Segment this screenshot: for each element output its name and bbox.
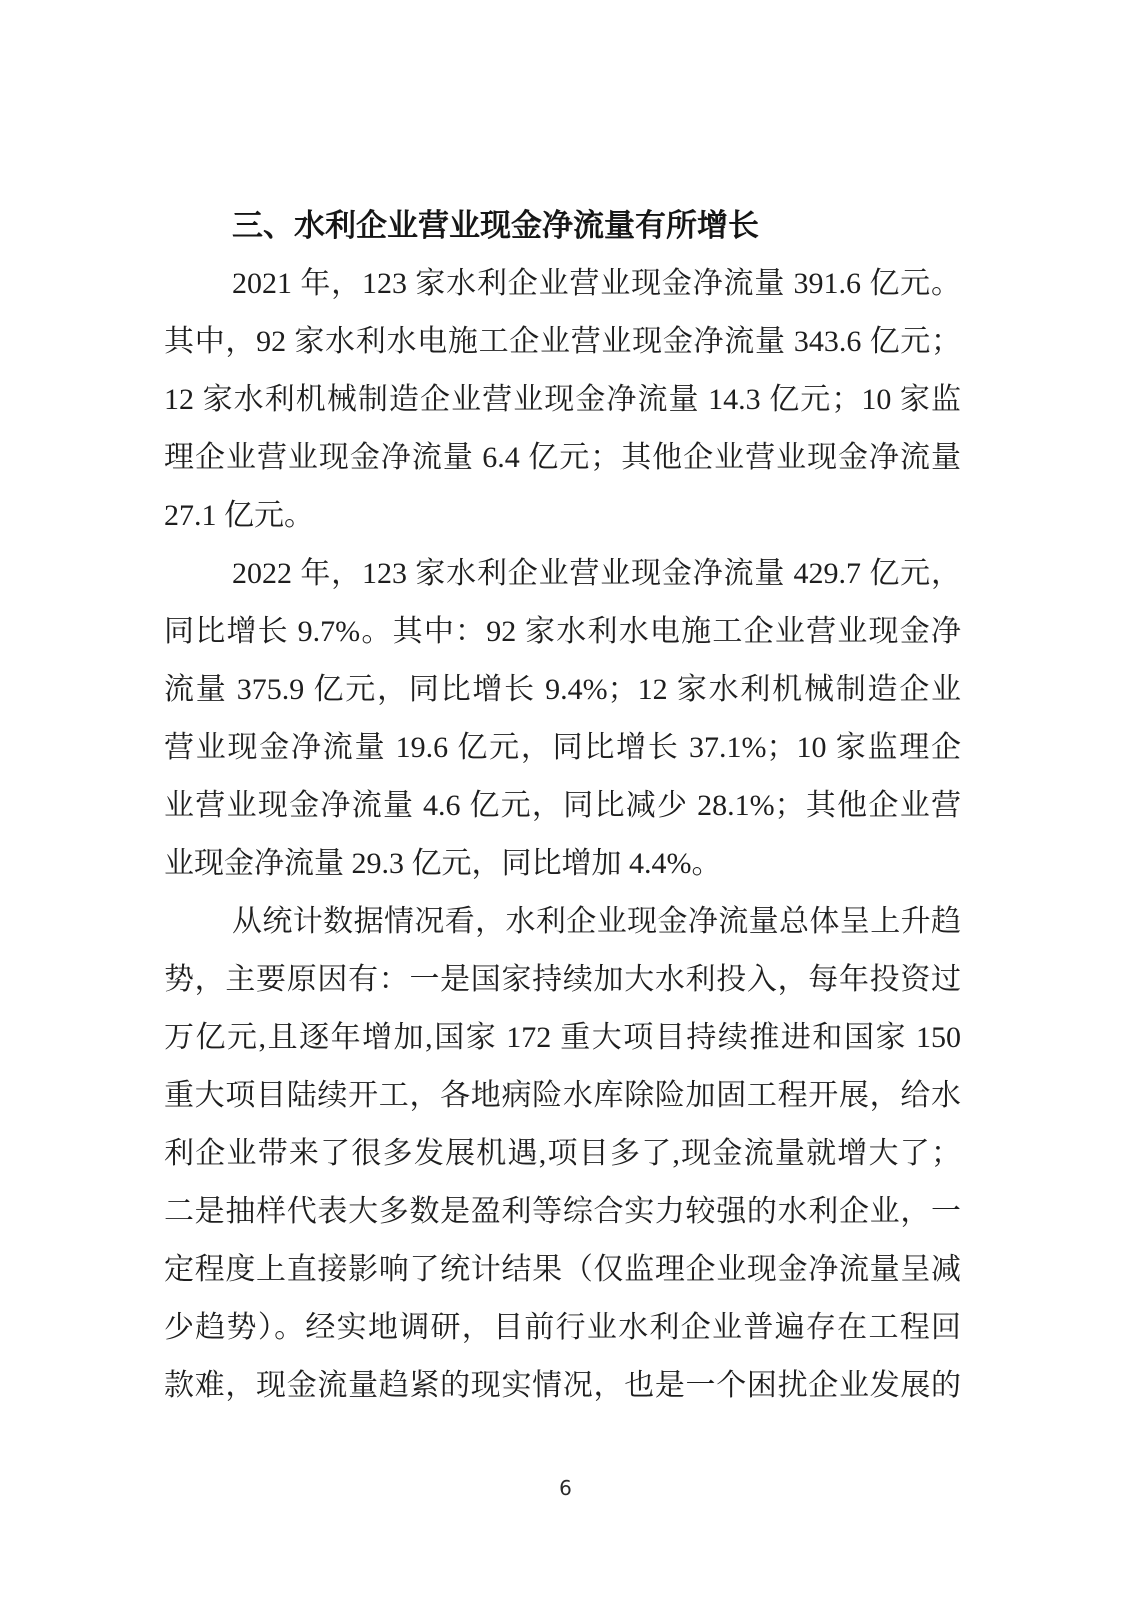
text-line: 2021 年，123 家水利企业营业现金净流量 391.6 亿元。	[232, 267, 961, 300]
text-line: 万亿元,且逐年增加,国家 172 重大项目持续推进和国家 150	[164, 1021, 961, 1054]
text-line: 同比增长 9.7%。其中：92 家水利水电施工企业营业现金净	[164, 615, 961, 648]
text-line: 利企业带来了很多发展机遇,项目多了,现金流量就增大了；	[164, 1137, 961, 1170]
text-line: 从统计数据情况看，水利企业现金净流量总体呈上升趋	[232, 905, 961, 938]
page-number: 6	[559, 1476, 572, 1500]
text-line: 流量 375.9 亿元，同比增长 9.4%；12 家水利机械制造企业	[164, 673, 961, 706]
text-line: 定程度上直接影响了统计结果（仅监理企业现金净流量呈减	[164, 1253, 961, 1286]
text-line: 营业现金净流量 19.6 亿元，同比增长 37.1%；10 家监理企	[164, 731, 961, 764]
text-line: 其中，92 家水利水电施工企业营业现金净流量 343.6 亿元；	[164, 325, 961, 358]
text-line: 业现金净流量 29.3 亿元，同比增加 4.4%。	[164, 847, 722, 880]
document-body	[164, 197, 961, 1415]
text-line: 理企业营业现金净流量 6.4 亿元；其他企业营业现金净流量	[164, 441, 961, 474]
text-line: 27.1 亿元。	[164, 499, 314, 532]
paragraph-2021	[164, 255, 961, 545]
text-line: 款难，现金流量趋紧的现实情况，也是一个困扰企业发展的	[164, 1369, 961, 1402]
text-line: 少趋势）。经实地调研，目前行业水利企业普遍存在工程回	[164, 1311, 961, 1344]
text-line: 业营业现金净流量 4.6 亿元，同比减少 28.1%；其他企业营	[164, 789, 961, 822]
paragraph-analysis	[164, 893, 961, 1415]
text-line: 势，主要原因有：一是国家持续加大水利投入，每年投资过	[164, 963, 961, 996]
paragraph-2022	[164, 545, 961, 893]
text-line: 二是抽样代表大多数是盈利等综合实力较强的水利企业，一	[164, 1195, 961, 1228]
text-line: 12 家水利机械制造企业营业现金净流量 14.3 亿元；10 家监	[164, 383, 961, 416]
text-line: 重大项目陆续开工，各地病险水库除险加固工程开展，给水	[164, 1079, 961, 1112]
text-line: 2022 年，123 家水利企业营业现金净流量 429.7 亿元，	[232, 557, 961, 590]
section-heading: 三、水利企业营业现金净流量有所增长	[232, 208, 759, 243]
